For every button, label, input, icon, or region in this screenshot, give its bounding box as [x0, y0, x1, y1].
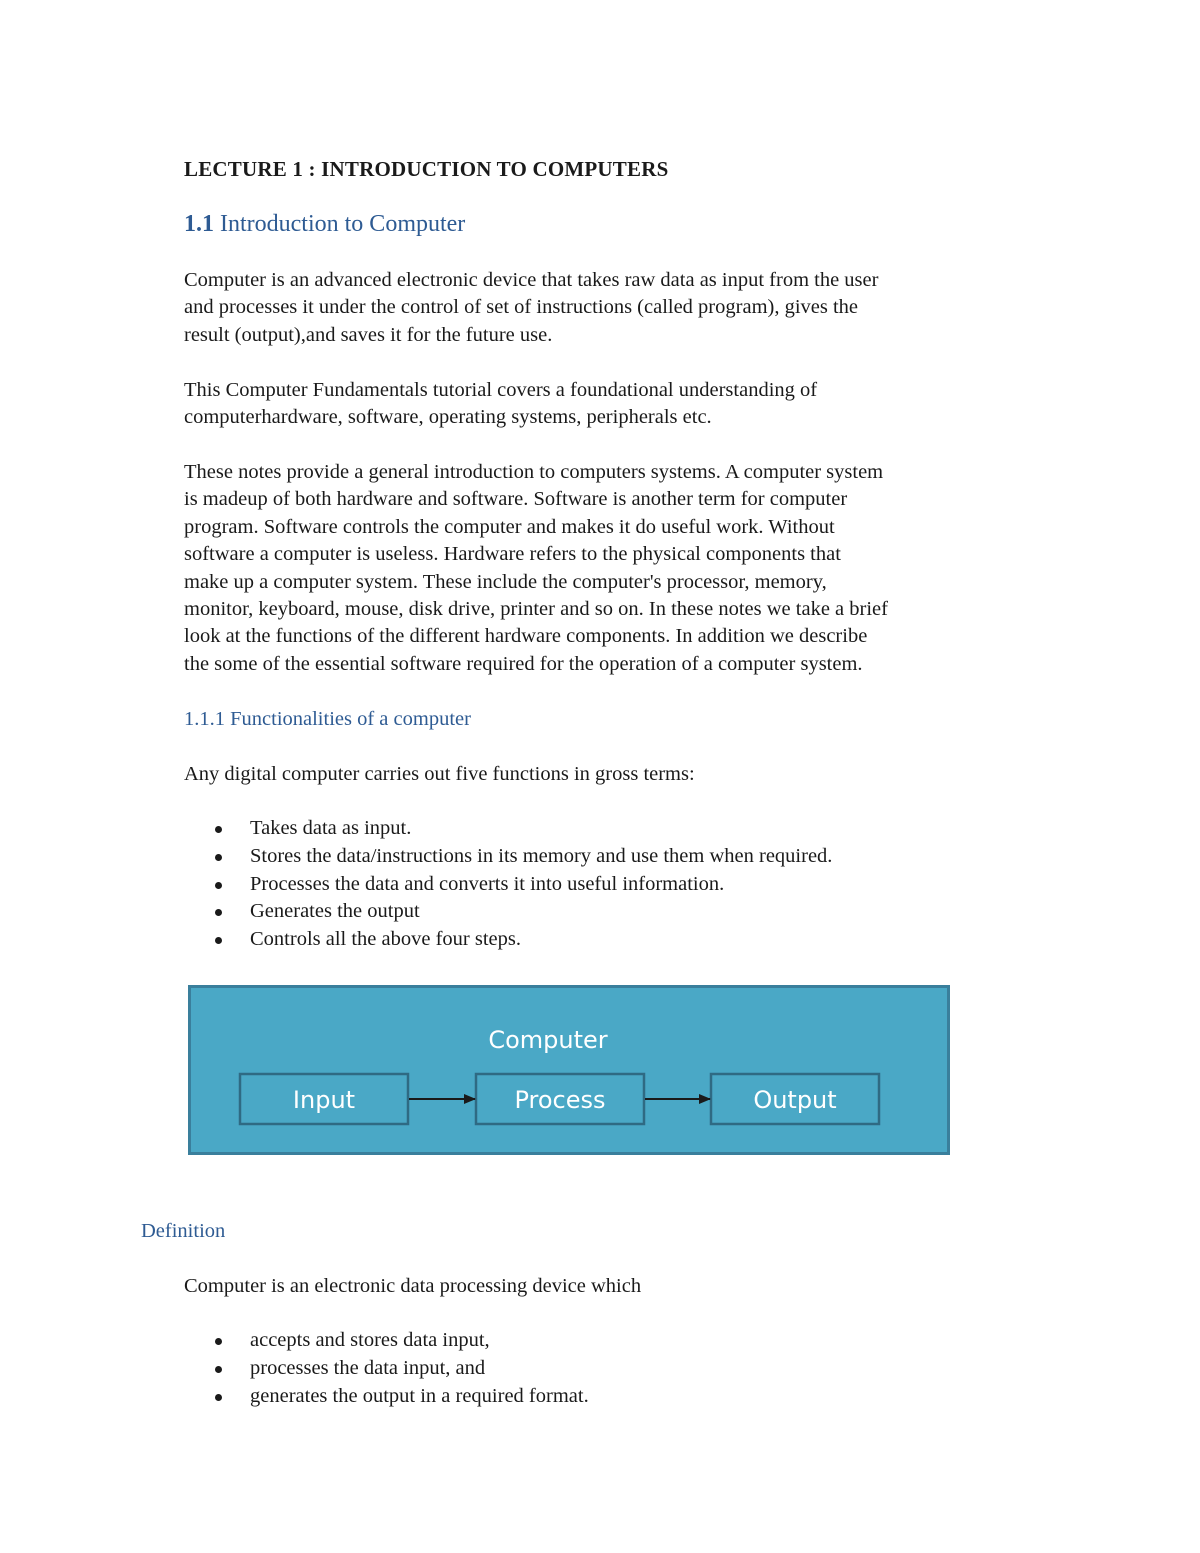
list-item-text: Controls all the above four steps.: [250, 928, 522, 951]
bullet-icon: [215, 937, 222, 944]
subsection-number: 1.1.1: [184, 708, 225, 730]
subsection-title: Functionalities of a computer: [230, 708, 471, 730]
section-title: Introduction to Computer: [220, 211, 466, 237]
list-item: [184, 926, 832, 954]
bullet-icon: [215, 909, 222, 916]
subsection-heading: [184, 706, 471, 733]
text-line: monitor, keyboard, mouse, disk drive, printer and so on. In these notes we take a brief: [184, 598, 888, 621]
list-item: [184, 815, 832, 843]
bullet-icon: [215, 1394, 222, 1401]
list-item-text: accepts and stores data input,: [250, 1329, 490, 1351]
text-line: software a computer is useless. Hardware refers to the physical components that: [184, 543, 841, 566]
computer-io-diagram: [188, 985, 950, 1155]
diagram-label-process: Process: [514, 1086, 606, 1114]
functions-intro: Any digital computer carries out five functions in gross terms:: [184, 763, 695, 785]
list-item-text: processes the data input, and: [250, 1356, 486, 1379]
section-number: 1.1: [184, 211, 214, 237]
text-line: and processes it under the control of set of instructions (called program), gives the: [184, 296, 859, 319]
bullet-icon: [215, 854, 222, 861]
paragraph-tutorial-scope: [184, 377, 1014, 432]
diagram-label-output: Output: [753, 1086, 837, 1114]
text-line: look at the functions of the different hardware components. In addition we describe: [184, 625, 868, 648]
diagram-title: Computer: [488, 1026, 608, 1054]
text-line: make up a computer system. These include the computer's processor, memory,: [184, 570, 827, 593]
diagram-background: [190, 987, 949, 1154]
bullet-icon: [215, 882, 222, 889]
bullet-icon: [215, 826, 222, 833]
list-item: [184, 898, 832, 926]
list-item: [184, 1383, 589, 1411]
list-item-text: Generates the output: [250, 900, 420, 923]
text-line: the some of the essential software required for the operation of a computer system.: [184, 652, 863, 675]
definition-list: [184, 1327, 589, 1410]
list-item: [184, 1355, 589, 1383]
text-line: These notes provide a general introduction to computers systems. A computer system: [184, 461, 884, 483]
text-line: program. Software controls the computer and makes it do useful work. Without: [184, 515, 835, 538]
paragraph-computer-definition: [184, 267, 1014, 349]
section-heading: [184, 209, 465, 239]
definition-heading: Definition: [141, 1220, 226, 1242]
list-item-text: Processes the data and converts it into useful information.: [250, 872, 725, 895]
functions-list: [184, 815, 832, 954]
list-item-text: generates the output in a required format.: [250, 1384, 589, 1407]
bullet-icon: [215, 1366, 222, 1373]
text-line: computerhardware, software, operating systems, peripherals etc.: [184, 406, 712, 429]
diagram-label-input: Input: [292, 1086, 356, 1114]
text-line: This Computer Fundamentals tutorial covers a foundational understanding of: [184, 379, 818, 401]
text-line: result (output),and saves it for the future use.: [184, 323, 553, 346]
list-item: [184, 871, 832, 899]
definition-intro: Computer is an electronic data processing device which: [184, 1275, 642, 1297]
list-item-text: Takes data as input.: [250, 817, 412, 839]
lecture-title: LECTURE 1 : INTRODUCTION TO COMPUTERS: [184, 157, 669, 181]
list-item: [184, 843, 832, 871]
paragraph-notes-overview: [184, 459, 1014, 678]
bullet-icon: [215, 1338, 222, 1345]
list-item-text: Stores the data/instructions in its memory and use them when required.: [250, 844, 833, 867]
list-item: [184, 1327, 589, 1355]
text-line: Computer is an advanced electronic device that takes raw data as input from the user: [184, 269, 879, 291]
text-line: is madeup of both hardware and software. Software is another term for computer: [184, 488, 848, 511]
